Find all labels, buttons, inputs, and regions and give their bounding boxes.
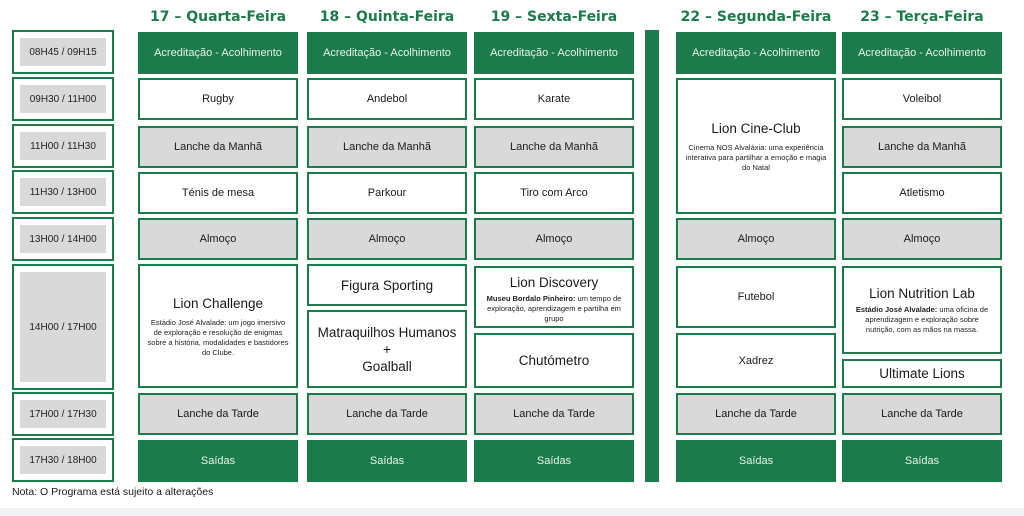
- fri-afternoon-1-desc: um tempo de exploração, aprendizagem e partilha em grupo: [487, 294, 622, 323]
- fri-lanche-manha: Lanche da Manhã: [474, 126, 634, 168]
- time-label: 14H00 / 17H00: [20, 272, 106, 382]
- time-slot: [12, 264, 114, 390]
- wed-midday-activity: Ténis de mesa: [138, 172, 298, 214]
- time-slot: [12, 392, 114, 436]
- mon-almoco: Almoço: [676, 218, 836, 260]
- tue-afternoon-1-desc-block: [844, 305, 1000, 335]
- thu-afternoon-activity-2: Matraquilhos Humanos + Goalball: [307, 310, 467, 388]
- time-label: 08H45 / 09H15: [20, 38, 106, 66]
- mon-afternoon-activity-2: Xadrez: [676, 333, 836, 388]
- tue-almoco: Almoço: [842, 218, 1002, 260]
- mon-saidas: Saídas: [676, 440, 836, 482]
- fri-afternoon-1-place: Museu Bordalo Pinheiro:: [486, 294, 576, 303]
- mon-lanche-tarde: Lanche da Tarde: [676, 393, 836, 435]
- mon-acreditacao: Acreditação - Acolhimento: [676, 32, 836, 74]
- fri-morning-activity: Karate: [474, 78, 634, 120]
- thu-almoco: Almoço: [307, 218, 467, 260]
- tue-morning-activity: Voleibol: [842, 78, 1002, 120]
- thu-morning-activity: Andebol: [307, 78, 467, 120]
- wed-lanche-manha: Lanche da Manhã: [138, 126, 298, 168]
- mon-morning-title: Lion Cine-Club: [711, 120, 801, 136]
- thu-saidas: Saídas: [307, 440, 467, 482]
- mon-morning-desc: Cinema NOS Alvaláxia: uma experiência interativa para partilhar a emoção e magia do Natal: [685, 142, 827, 172]
- time-label: 11H30 / 13H00: [20, 178, 106, 206]
- wed-almoco: Almoço: [138, 218, 298, 260]
- time-label: 17H00 / 17H30: [20, 400, 106, 428]
- wed-morning-activity: Rugby: [138, 78, 298, 120]
- footer-note: Nota: O Programa está sujeito a alterações: [12, 486, 214, 498]
- day-header-fri: 19 – Sexta-Feira: [490, 9, 618, 25]
- wed-afternoon-title: Lion Challenge: [172, 295, 264, 311]
- fri-saidas: Saídas: [474, 440, 634, 482]
- thu-acreditacao: Acreditação - Acolhimento: [307, 32, 467, 74]
- thu-midday-activity: Parkour: [307, 172, 467, 214]
- fri-acreditacao: Acreditação - Acolhimento: [474, 32, 634, 74]
- day-header-tue: 23 – Terça-Feira: [860, 9, 984, 25]
- thu-lanche-manha: Lanche da Manhã: [307, 126, 467, 168]
- wed-afternoon-desc: Estádio José Alvalade: um jogo imersivo de exploração e resolução de enigmas sobre a história, modalidades e bastidores do Clube.: [147, 317, 289, 357]
- fri-afternoon-activity-2: Chutómetro: [474, 333, 634, 388]
- day-header-mon: 22 – Segunda-Feira: [680, 9, 832, 25]
- fri-almoco: Almoço: [474, 218, 634, 260]
- tue-saidas: Saídas: [842, 440, 1002, 482]
- time-label: 11H00 / 11H30: [20, 132, 106, 160]
- time-label: 13H00 / 14H00: [20, 225, 106, 253]
- day-header-thu: 18 – Quinta-Feira: [319, 9, 455, 25]
- time-slot: [12, 30, 114, 74]
- thu-afternoon-activity-1: Figura Sporting: [307, 264, 467, 306]
- mon-afternoon-activity-1: Futebol: [676, 266, 836, 328]
- day-header-wed: 17 – Quarta-Feira: [149, 9, 287, 25]
- wed-afternoon-activity: [138, 264, 298, 388]
- thu-lanche-tarde: Lanche da Tarde: [307, 393, 467, 435]
- tue-afternoon-activity-1: [842, 266, 1002, 354]
- tue-afternoon-1-title: Lion Nutrition Lab: [869, 286, 975, 301]
- wed-saidas: Saídas: [138, 440, 298, 482]
- wed-lanche-tarde: Lanche da Tarde: [138, 393, 298, 435]
- tue-afternoon-1-desc: uma oficina de aprendizagem e exploração sobre nutrição, com as mãos na massa.: [865, 305, 989, 334]
- page-bottom-bar: [0, 508, 1024, 516]
- fri-afternoon-activity-1: [474, 266, 634, 328]
- time-slot: [12, 170, 114, 214]
- tue-acreditacao: Acreditação - Acolhimento: [842, 32, 1002, 74]
- fri-afternoon-1-title: Lion Discovery: [509, 275, 599, 290]
- time-label: 09H30 / 11H00: [20, 85, 106, 113]
- tue-midday-activity: Atletismo: [842, 172, 1002, 214]
- time-slot: [12, 438, 114, 482]
- tue-lanche-manha: Lanche da Manhã: [842, 126, 1002, 168]
- tue-afternoon-1-place: Estádio José Alvalade:: [855, 305, 938, 314]
- mon-morning-activity: [676, 78, 836, 214]
- time-label: 17H30 / 18H00: [20, 446, 106, 474]
- week-divider: [645, 30, 659, 482]
- tue-lanche-tarde: Lanche da Tarde: [842, 393, 1002, 435]
- time-slot: [12, 124, 114, 168]
- time-slot: [12, 77, 114, 121]
- fri-lanche-tarde: Lanche da Tarde: [474, 393, 634, 435]
- fri-afternoon-1-desc-block: [476, 294, 632, 324]
- time-slot: [12, 217, 114, 261]
- tue-afternoon-activity-2: Ultimate Lions: [842, 359, 1002, 388]
- fri-midday-activity: Tiro com Arco: [474, 172, 634, 214]
- wed-acreditacao: Acreditação - Acolhimento: [138, 32, 298, 74]
